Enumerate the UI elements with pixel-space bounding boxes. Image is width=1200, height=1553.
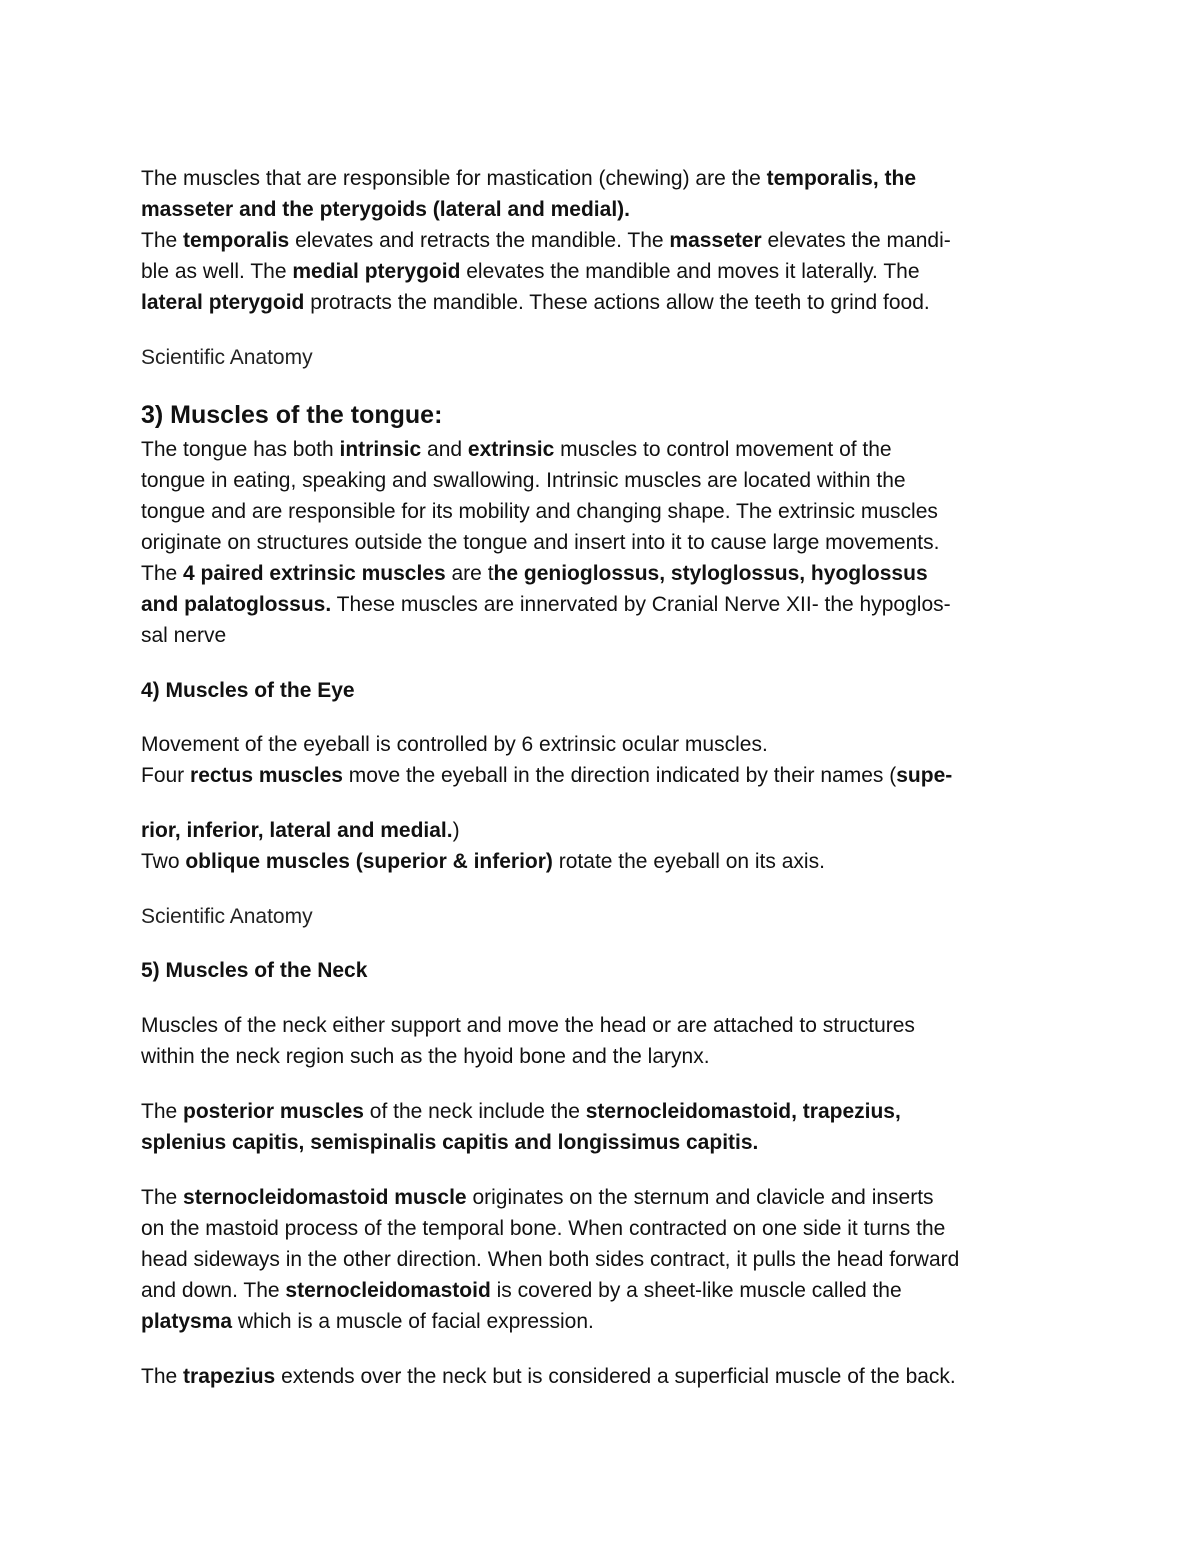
text: The — [141, 1186, 184, 1209]
bold-term: temporalis — [183, 229, 290, 252]
neck-para3-line-4 — [141, 1278, 902, 1304]
text: muscles to control movement of the — [554, 438, 892, 461]
text: The — [141, 1365, 184, 1388]
text: are t — [445, 562, 494, 585]
tongue-line-5 — [141, 561, 928, 587]
text: The — [141, 562, 184, 585]
bold-term: sternocleidomastoid, trapezius, — [585, 1100, 901, 1123]
tongue-line-3: tongue and are responsible for its mobility and changing shape. The extrinsic muscles — [141, 500, 938, 523]
text: The muscles that are responsible for mastication (chewing) are the — [141, 167, 767, 190]
text: originates on the sternum and clavicle and inserts — [466, 1186, 934, 1209]
tongue-line-1 — [141, 437, 892, 463]
bold-term: and palatoglossus. — [141, 593, 332, 616]
text: which is a muscle of facial expression. — [232, 1310, 594, 1333]
bold-term: rior, inferior, lateral and medial. — [141, 819, 453, 842]
text: The — [141, 1100, 184, 1123]
text: elevates and retracts the mandible. The — [289, 229, 670, 252]
tongue-line-4: originate on structures outside the tongue and insert into it to cause large movements. — [141, 531, 940, 554]
source-label: Scientific Anatomy — [141, 905, 313, 928]
section-heading-eye: 4) Muscles of the Eye — [141, 679, 355, 702]
bold-term: masseter and the pterygoids (lateral and medial). — [141, 198, 630, 221]
eye-line-3 — [141, 818, 460, 844]
mastication-line-4 — [141, 259, 920, 285]
bold-term: extrinsic — [467, 438, 555, 461]
text: Four — [141, 764, 191, 787]
neck-para3-line-2: on the mastoid process of the temporal bone. When contracted on one side it turns the — [141, 1217, 946, 1240]
text: protracts the mandible. These actions allow the teeth to grind food. — [304, 291, 930, 314]
text: of the neck include the — [363, 1100, 586, 1123]
bold-term: he genioglossus, styloglossus, hyoglossus — [493, 562, 928, 585]
bold-term: splenius capitis, semispinalis capitis and longissimus capitis. — [141, 1131, 759, 1154]
bold-term: posterior muscles — [183, 1100, 364, 1123]
text: Two — [141, 850, 186, 873]
neck-para1-line-2: within the neck region such as the hyoid bone and the larynx. — [141, 1045, 710, 1068]
text: The tongue has both — [141, 438, 340, 461]
bold-term: sternocleidomastoid — [285, 1279, 491, 1302]
text: move the eyeball in the direction indicated by their names ( — [342, 764, 897, 787]
text: elevates the mandible and moves it laterally. The — [460, 260, 920, 283]
text: and — [421, 438, 468, 461]
text: The — [141, 229, 184, 252]
text: and down. The — [141, 1279, 286, 1302]
source-label: Scientific Anatomy — [141, 346, 313, 369]
bold-term: rectus muscles — [190, 764, 343, 787]
mastication-line-2 — [141, 197, 630, 223]
mastication-line-1 — [141, 166, 916, 192]
bold-term: supe- — [896, 764, 953, 787]
bold-term: temporalis, the — [766, 167, 916, 190]
bold-term: masseter — [669, 229, 762, 252]
text: ) — [452, 819, 460, 842]
bold-term: intrinsic — [339, 438, 422, 461]
neck-para3-line-1 — [141, 1185, 934, 1211]
section-heading-neck: 5) Muscles of the Neck — [141, 959, 368, 982]
bold-term: sternocleidomastoid muscle — [183, 1186, 467, 1209]
neck-para2-line-1 — [141, 1099, 901, 1125]
tongue-line-2: tongue in eating, speaking and swallowing. Intrinsic muscles are located within the — [141, 469, 906, 492]
neck-para3-line-5 — [141, 1309, 594, 1335]
neck-para2-line-2 — [141, 1130, 758, 1156]
tongue-line-6 — [141, 592, 951, 618]
neck-para1-line-1: Muscles of the neck either support and move the head or are attached to structures — [141, 1014, 915, 1037]
bold-term: platysma — [141, 1310, 233, 1333]
bold-term: medial pterygoid — [292, 260, 461, 283]
eye-line-2 — [141, 763, 952, 789]
eye-line-4 — [141, 849, 825, 875]
text: ble as well. The — [141, 260, 293, 283]
text: rotate the eyeball on its axis. — [552, 850, 825, 873]
bold-term: 4 paired extrinsic muscles — [183, 562, 446, 585]
mastication-line-3 — [141, 228, 951, 254]
bold-term: trapezius — [183, 1365, 276, 1388]
neck-para4-line-1 — [141, 1364, 956, 1390]
text: elevates the mandi- — [761, 229, 951, 252]
mastication-line-5 — [141, 290, 930, 316]
eye-line-1: Movement of the eyeball is controlled by 6 extrinsic ocular muscles. — [141, 733, 768, 756]
section-heading-tongue: 3) Muscles of the tongue: — [141, 401, 443, 429]
text: extends over the neck but is considered a superficial muscle of the back. — [275, 1365, 956, 1388]
text: is covered by a sheet-like muscle called the — [490, 1279, 902, 1302]
bold-term: lateral pterygoid — [141, 291, 305, 314]
tongue-line-7: sal nerve — [141, 624, 227, 647]
bold-term: oblique muscles (superior & inferior) — [185, 850, 553, 873]
neck-para3-line-3: head sideways in the other direction. When both sides contract, it pulls the head forward — [141, 1248, 960, 1271]
text: These muscles are innervated by Cranial Nerve XII- the hypoglos- — [331, 593, 951, 616]
